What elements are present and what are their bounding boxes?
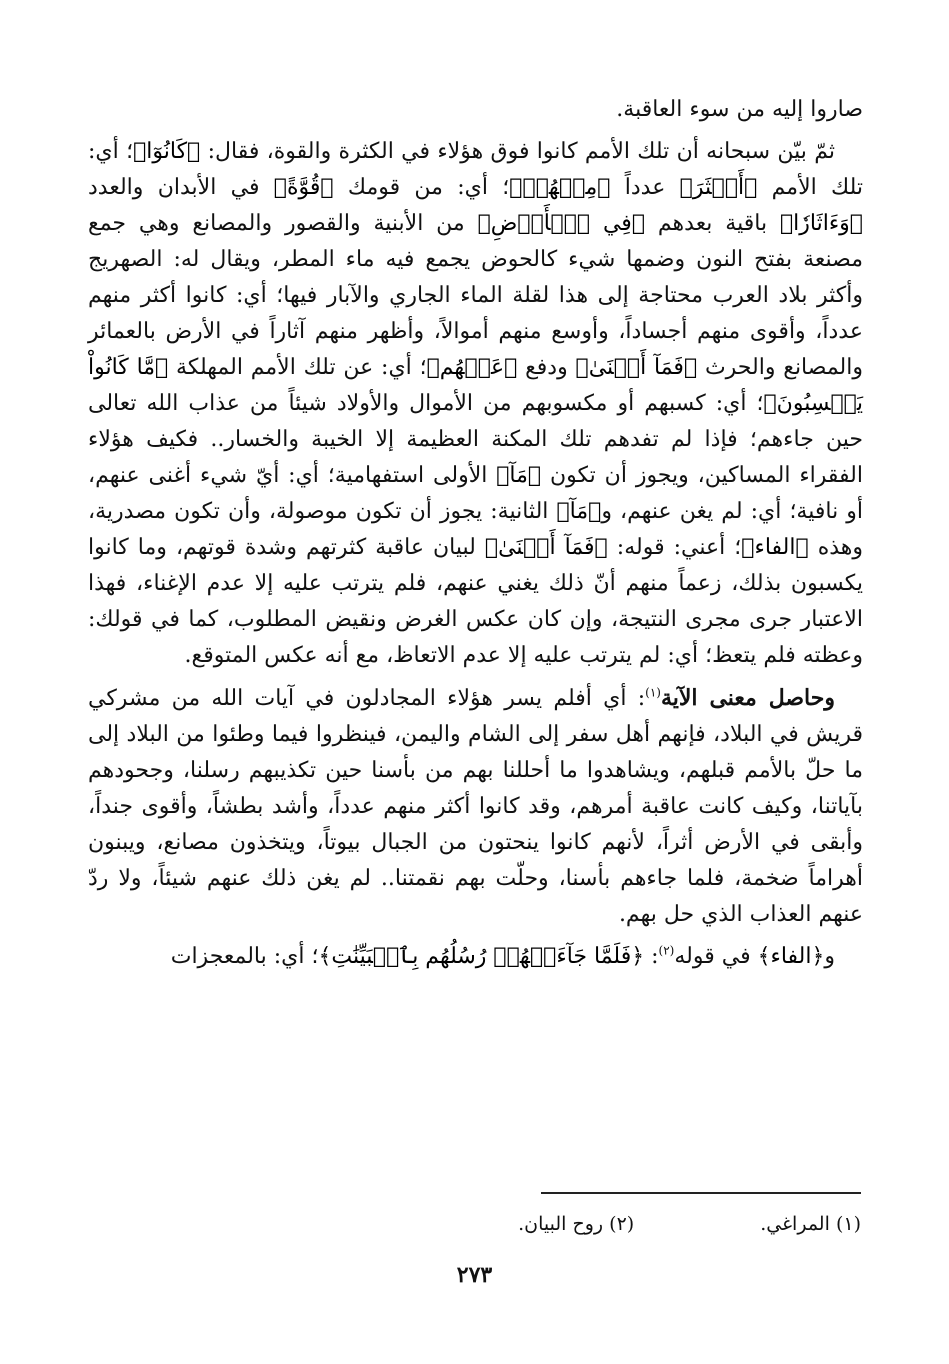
text-run: من الأبنية والقصور والمصانع وهي جمع مصنعة بفتح النون وضمها شيء كالحوض يجمع فيه ماء المطر، ويقال له: الصهريج وأكثر بلاد العرب محتاجة إلى هذا لقلة الماء الجاري والآبار فيها؛ أي: كانوا أكثر منهم عدداً، وأقوى منهم أجساداً، وأوسع منهم أموالاً، وأظهر منهم آثاراً في الأرض بالعمائر والمصانع والحرث: [88, 211, 864, 380]
quran-quote: ﴿مَّا كَانُواْ يَكۡسِبُونَ﴾: [88, 355, 863, 416]
footnote-marker: (١): [645, 685, 661, 700]
text-run: ؛ أي: كسبهم أو مكسوبهم من الأموال والأولاد شيئاً من عذاب الله تعالى حين جاءهم؛ فإذا لم تفدهم تلك المكنة العظيمة إلا الخيبة والخسار.. فكيف هؤلاء الفقراء المساكين، ويجوز أن تكون: [88, 391, 863, 488]
quran-quote: ﴿مِنۡهُمۡ﴾: [509, 175, 611, 200]
quran-quote: ﴿وَءَاثَارٗا﴾: [779, 211, 863, 236]
text-run: صاروا إليه من سوء العاقبة.: [616, 97, 863, 122]
quran-quote: ﴿كَانُوٓا﴾: [133, 139, 201, 164]
text-run: الأولى استفهامية؛ أي: أيّ شيء أغنى عنهم، أو نافية؛ أي: لم يغن عنهم، و: [88, 463, 863, 524]
footnote-number: (١): [835, 1213, 861, 1235]
quran-quote: ﴿فَمَآ أَغۡنَىٰ﴾: [575, 355, 698, 380]
quran-quote: ﴿أَكۡثَرَ﴾: [679, 175, 758, 200]
text-run: ؛ أي: تلك الأمم: [88, 139, 863, 200]
footnote-number: (٢): [609, 1213, 635, 1235]
footnote-text: روح البيان.: [518, 1213, 604, 1235]
page-body: [88, 92, 863, 975]
paragraph: [88, 939, 863, 975]
text-run: ؛ أي: من قومك: [333, 175, 510, 200]
quran-quote: ﴿فَلَمَّا جَآءَتۡهُمۡ رُسُلُهُم بِٱلۡبَيِّنَٰتِ﴾: [318, 944, 645, 969]
paragraph: [88, 134, 863, 674]
footnote-text: المراغي.: [760, 1213, 830, 1235]
section-heading: وحاصل معنى الآية: [660, 685, 835, 711]
text-run: عدداً: [610, 175, 680, 200]
quran-quote: ﴿الفاء﴾: [757, 944, 825, 969]
quran-quote: ﴿قُوَّةً﴾: [273, 175, 334, 200]
quran-quote: ﴿مَآ﴾: [496, 463, 542, 488]
text-run: في الأبدان والعدد: [88, 175, 274, 200]
text-run: و: [824, 944, 835, 969]
text-run: ؛ أي: عن تلك الأمم المهلكة: [168, 355, 427, 380]
text-run: ؛ أعني: قوله:: [607, 535, 742, 560]
quran-quote: ﴿الفاء﴾: [741, 535, 809, 560]
text-run: : أي أفلم يسر هؤلاء المجادلون في آيات الله من مشركي قريش في البلاد، فإنهم أهل سفر إلى الشام واليمن، فينظروا فيما وطئوا من البلاد إلى ما حلّ بالأمم قبلهم، ويشاهدوا ما أحللنا بهم من بأسنا حين تكذيبهم رسلنا، وجحودهم بآياتنا، وكيف كانت عاقبة أمرهم، وقد كانوا أكثر منهم عدداً، وأشد بطشاً، وأقوى جنداً، وأبقى في الأرض أثراً، لأنهم كانوا ينحتون من الجبال بيوتاً، ويتخذون مصانع، ويبنون أهراماً ضخمة، فلما جاءهم بأسنا، وحلّت بهم نقمتنا.. لم يغن ذلك عنهم شيئاً، ولا ردّ عنهم العذاب الذي حل بهم.: [88, 686, 863, 927]
text-run: ؛ أي: بالمعجزات: [170, 944, 319, 969]
footnote-2: [518, 1210, 634, 1238]
footnotes: [161, 1210, 861, 1238]
text-run: :: [644, 944, 659, 969]
quran-quote: ﴿مَآ﴾: [556, 499, 602, 524]
text-run: باقية بعدهم: [645, 211, 780, 236]
text-run: ودفع: [517, 355, 576, 380]
quran-quote: ﴿عَنۡهُم﴾: [426, 355, 518, 380]
footnote-marker: (٢): [658, 943, 675, 958]
text-run: في قوله: [674, 944, 758, 969]
page-number: ٢٧٣: [456, 1262, 493, 1288]
paragraph: [88, 680, 863, 933]
footnote-separator: [541, 1192, 861, 1194]
text-run: لبيان عاقبة كثرتهم وشدة قوتهم، وما كانوا يكسبون بذلك، زعماً منهم أنّ ذلك يغني عنهم، فلم يترتب عليه إلا عدم الإغناء، فهذا الاعتبار جرى مجرى النتيجة، وإن كان عكس الغرض ونقيض المطلوب، كما في قولك: وعظته فلم يتعظ؛ أي: لم يترتب عليه إلا عدم الاتعاظ، مع أنه عكس المتوقع.: [88, 535, 863, 668]
text-run: الثانية: يجوز أن تكون موصولة، وأن تكون مصدرية، وهذه: [88, 499, 863, 560]
text-run: ثمّ بيّن سبحانه أن تلك الأمم كانوا فوق هؤلاء في الكثرة والقوة، فقال:: [200, 139, 835, 164]
footnote-1: [760, 1210, 861, 1238]
quran-quote: ﴿فِي ٱلۡأَرۡضِ﴾: [477, 211, 646, 236]
paragraph: [88, 92, 863, 128]
quran-quote: ﴿فَمَآ أَغۡنَىٰ﴾: [484, 535, 608, 560]
